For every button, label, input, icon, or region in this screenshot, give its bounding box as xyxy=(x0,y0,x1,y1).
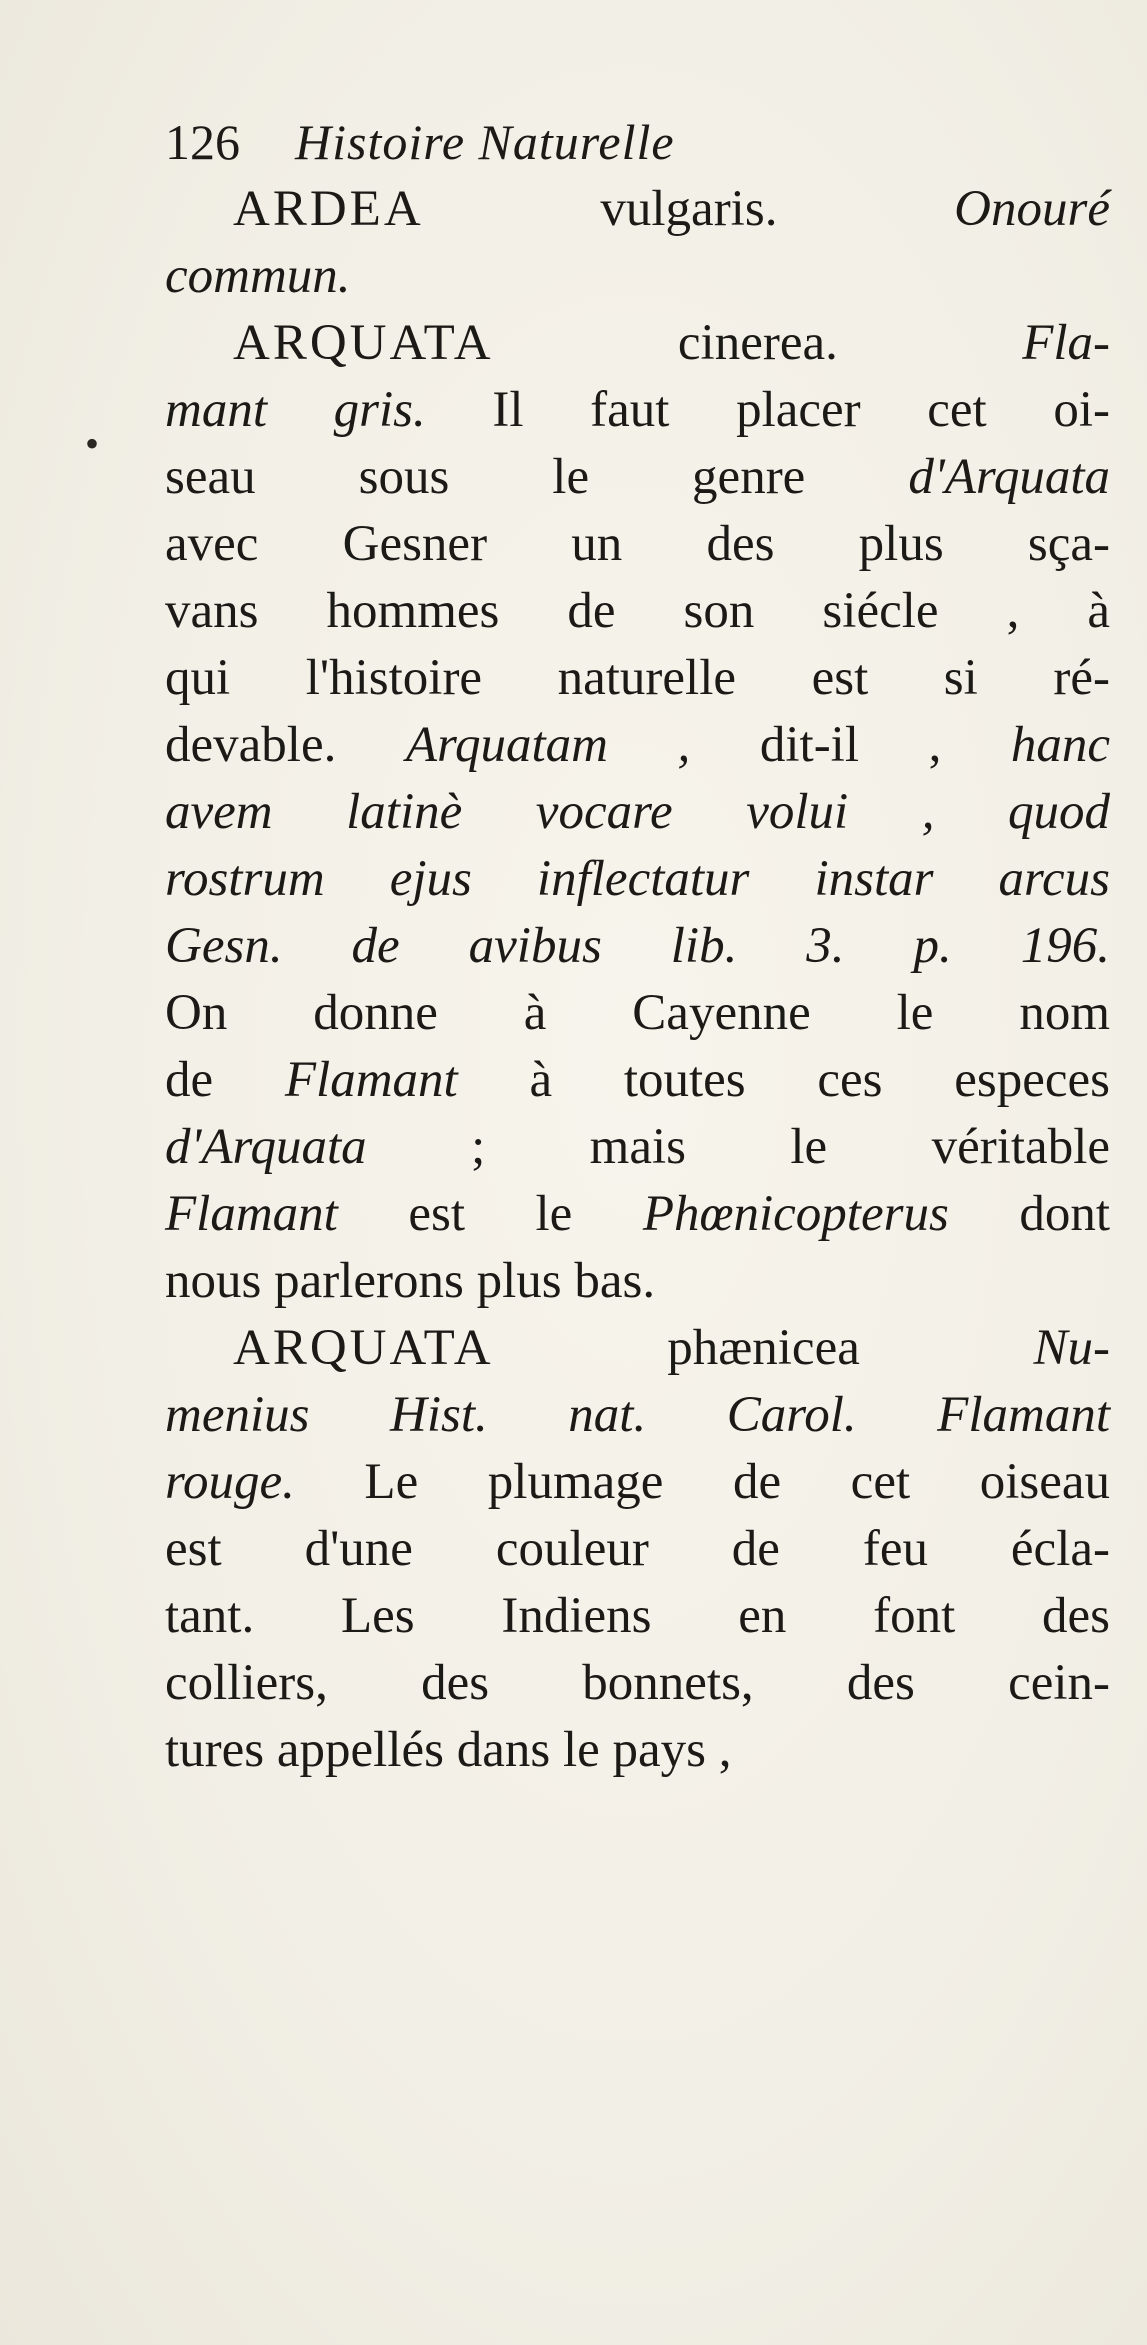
text-segment: Fla- xyxy=(1022,315,1110,371)
paragraph xyxy=(165,176,1110,310)
text-segment: devable. xyxy=(165,717,406,773)
text-line xyxy=(165,310,1110,377)
text-line xyxy=(165,1449,1110,1516)
text-segment: vulgaris. xyxy=(423,181,955,237)
page-number: 126 xyxy=(165,114,240,170)
text-segment: mant gris. xyxy=(165,382,426,438)
text-segment: de xyxy=(165,1052,285,1108)
text-segment: avem latinè vocare volui , quod xyxy=(165,784,1110,840)
text-line xyxy=(165,1650,1110,1717)
text-line xyxy=(165,1114,1110,1181)
text-segment: menius Hist. nat. Carol. Flamant xyxy=(165,1387,1110,1443)
text-line xyxy=(165,1181,1110,1248)
text-segment: phænicea xyxy=(493,1320,1034,1376)
text-segment: Gesn. de avibus lib. 3. p. 196. xyxy=(165,918,1110,974)
text-line xyxy=(165,511,1110,578)
text-line xyxy=(165,1047,1110,1114)
text-segment: tant. Les Indiens en font des xyxy=(165,1588,1110,1644)
text-segment: ARQUATA xyxy=(233,315,494,371)
text-segment: Flamant xyxy=(284,1052,458,1108)
text-line xyxy=(165,243,1110,310)
margin-mark: • xyxy=(85,421,100,466)
text-segment: Il faut placer cet oi- xyxy=(425,382,1110,438)
text-segment: commun. xyxy=(165,248,351,304)
text-segment: Le plumage de cet oiseau xyxy=(294,1454,1110,1510)
text-segment: seau sous le genre xyxy=(165,449,909,505)
text-segment: Arquatam , xyxy=(405,717,691,773)
text-segment: dit-il , xyxy=(690,717,1011,773)
text-line xyxy=(165,779,1110,846)
running-title: Histoire Naturelle xyxy=(295,114,675,170)
text-segment: est le xyxy=(337,1186,643,1242)
text-segment: cinerea. xyxy=(493,315,1023,371)
text-segment: avec Gesner un des plus sça- xyxy=(165,516,1110,572)
entries-container xyxy=(165,176,1110,1784)
text-segment: colliers, des bonnets, des cein- xyxy=(165,1655,1110,1711)
paragraph xyxy=(165,310,1110,1315)
text-segment: dont xyxy=(948,1186,1110,1242)
text-segment: ARDEA xyxy=(233,181,424,237)
running-header xyxy=(165,108,1110,176)
text-segment: est d'une couleur de feu écla- xyxy=(165,1521,1110,1577)
text-line xyxy=(165,913,1110,980)
text-line xyxy=(165,1248,1110,1315)
text-segment: ; mais le véritable xyxy=(366,1119,1110,1175)
text-segment: Nu- xyxy=(1033,1320,1110,1376)
text-line xyxy=(165,1516,1110,1583)
text-segment: à toutes ces especes xyxy=(457,1052,1110,1108)
text-segment: tures appellés dans le pays , xyxy=(165,1722,732,1778)
text-line xyxy=(165,444,1110,511)
text-segment: rouge. xyxy=(165,1454,295,1510)
text-segment: qui l'histoire naturelle est si ré- xyxy=(165,650,1110,706)
text-segment: hanc xyxy=(1010,717,1111,773)
text-line xyxy=(165,1382,1110,1449)
text-segment: Phœnicopterus xyxy=(642,1186,949,1242)
page-text xyxy=(165,108,1110,1784)
text-segment: rostrum ejus inflectatur instar arcus xyxy=(165,851,1110,907)
text-segment: On donne à Cayenne le nom xyxy=(165,985,1110,1041)
text-line xyxy=(165,980,1110,1047)
text-line xyxy=(165,1315,1110,1382)
text-segment: d'Arquata xyxy=(908,449,1110,505)
text-segment: nous parlerons plus bas. xyxy=(165,1253,656,1309)
text-line xyxy=(165,578,1110,645)
paragraph xyxy=(165,1315,1110,1784)
text-line xyxy=(165,1583,1110,1650)
text-segment: d'Arquata xyxy=(165,1119,367,1175)
text-line xyxy=(165,712,1110,779)
text-segment: vans hommes de son siécle , à xyxy=(165,583,1110,639)
text-line xyxy=(165,645,1110,712)
text-line xyxy=(165,1717,1110,1784)
text-line xyxy=(165,377,1110,444)
text-segment: Onouré xyxy=(954,181,1110,237)
text-line xyxy=(165,846,1110,913)
text-segment: Flamant xyxy=(165,1186,338,1242)
text-segment: ARQUATA xyxy=(233,1320,494,1376)
text-line xyxy=(165,176,1110,243)
